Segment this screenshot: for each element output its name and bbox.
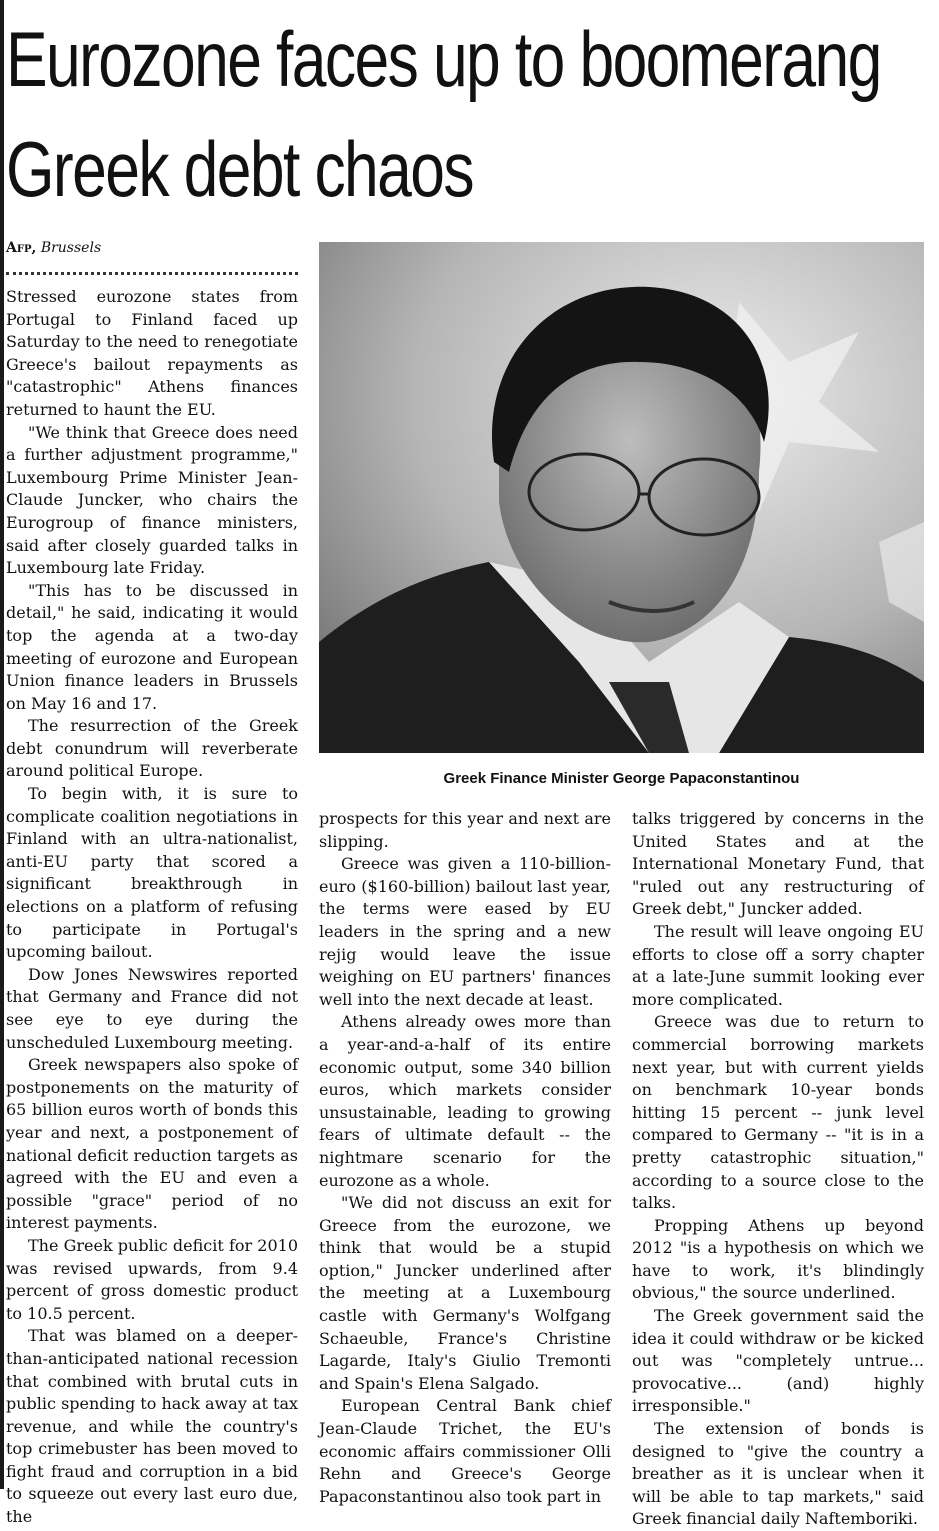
paragraph: "We think that Greece does need a further adjustment programme," Luxembourg Prime Minister Jean-Claude Juncker, who chairs the Eurogroup of finance ministers, said after closely guarded talks in Luxembourg late Friday. [6, 422, 298, 578]
paragraph: "This has to be discussed in detail," he said, indicating it would top the agenda at a two-day meeting of eurozone and European Union finance leaders in Brussels on May 16 and 17. [6, 580, 298, 713]
headline-line-1: Eurozone faces up to boomerang [6, 15, 881, 103]
paragraph: European Central Bank chief Jean-Claude Trichet, the EU's economic affairs commissioner Olli Rehn and Greece's George Papaconstantinou also took part in [319, 1396, 611, 1506]
paragraph: Greece was given a 110-billion-euro ($160-billion) bailout last year, the terms were eased by EU leaders in the spring and a new rejig would leave the issue weighing on EU partners' finances well into the next decade at least. [319, 854, 611, 1009]
paragraph: The result will leave ongoing EU efforts to close off a sorry chapter at a late-June summit looking ever more complicated. [632, 921, 924, 1009]
paragraph: To begin with, it is sure to complicate coalition negotiations in Finland with an ultra-nationalist, anti-EU party that scored a significant breakthrough in elections on a platform of refusing to participate in Portugal's upcoming bailout. [6, 784, 298, 962]
portrait-photo-icon [319, 242, 924, 753]
photo-caption: Greek Finance Minister George Papaconstantinou [443, 770, 800, 787]
headline [6, 4, 881, 224]
article-column-3 [632, 808, 924, 1529]
article-photo [319, 242, 924, 753]
byline-source: Afp, [6, 240, 37, 256]
article-column-1 [6, 286, 298, 1527]
paragraph: The resurrection of the Greek debt conundrum will reverberate around political Europe. [6, 716, 298, 781]
byline [6, 240, 101, 256]
paragraph: Greek newspapers also spoke of postponements on the maturity of 65 billion euros worth of bonds this year and next, a postponement of national deficit reduction targets as agreed with the EU and even a possible "grace" period of no interest payments. [6, 1055, 298, 1233]
paragraph: Propping Athens up beyond 2012 "is a hypothesis on which we have to work, it's blindingly obvious," the source underlined. [632, 1215, 924, 1303]
paragraph: The extension of bonds is designed to "give the country a breather as it is unclear when it will be able to tap markets," said Greek financial daily Naftemboriki. [632, 1419, 924, 1529]
paragraph: Stressed eurozone states from Portugal to Finland faced up Saturday to the need to renegotiate Greece's bailout repayments as "catastrophic" Athens finances returned to haunt the EU. [6, 287, 298, 419]
page-left-border [0, 0, 4, 1489]
paragraph: talks triggered by concerns in the United States and at the International Monetary Fund, that "ruled out any restructuring of Greek debt," Juncker added. [632, 809, 924, 919]
paragraph: Dow Jones Newswires reported that Germany and France did not see eye to eye during the unscheduled Luxembourg meeting. [6, 964, 298, 1052]
byline-city: Brussels [40, 240, 102, 256]
paragraph: prospects for this year and next are slipping. [319, 809, 611, 851]
paragraph: Greece was due to return to commercial borrowing markets next year, but with current yields on benchmark 10-year bonds hitting 15 percent -- junk level compared to Germany -- "it is in a pretty catastrophic situation," according to a source close to the talks. [632, 1012, 924, 1213]
paragraph: The Greek government said the idea it could withdraw or be kicked out was "completely untrue... provocative... (and) highly irresponsible." [632, 1306, 924, 1416]
article-column-2 [319, 808, 611, 1506]
paragraph: "We did not discuss an exit for Greece from the eurozone, we think that would be a stupid option," Juncker underlined after the meeting at a Luxembourg castle with Germany's Wolfgang Schaeuble, France's Christine Lagarde, Italy's Giulio Tremonti and Spain's Elena Salgado. [319, 1193, 611, 1393]
paragraph: The Greek public deficit for 2010 was revised upwards, from 9.4 percent of gross domestic product to 10.5 percent. [6, 1235, 298, 1323]
paragraph: Athens already owes more than a year-and-a-half of its entire economic output, some 340 billion euros, which markets consider unsustainable, leading to growing fears of ultimate default -- the nightmare scenario for the eurozone as a whole. [319, 1012, 611, 1190]
byline-divider [6, 272, 298, 275]
paragraph: That was blamed on a deeper-than-anticipated national recession that combined with brutal cuts in public spending to hack away at tax revenue, and while the country's top crimebuster has been moved to fight fraud and corruption in a bid to squeeze out every last euro due, the [6, 1326, 298, 1527]
headline-line-2: Greek debt chaos [6, 125, 473, 213]
